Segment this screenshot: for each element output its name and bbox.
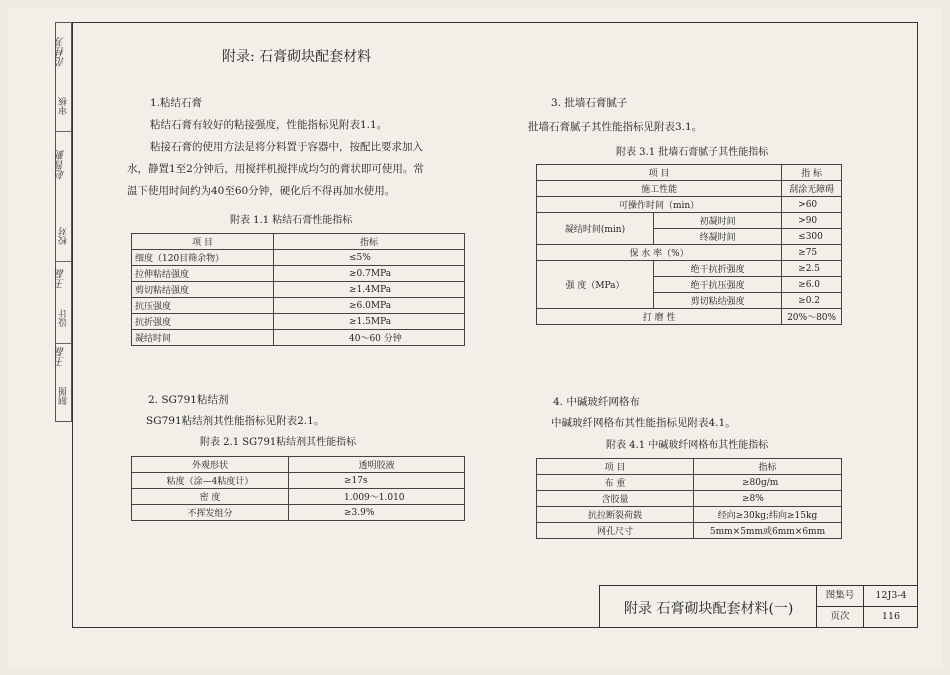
table-cell: 刮涂无障碍: [782, 181, 842, 197]
sec3-heading: 3. 批墙石膏腻子: [551, 97, 628, 109]
sec4-paragraph: 中碱玻纤网格布其性能指标见附表4.1。: [551, 417, 736, 429]
table-header-cell: 指标: [694, 459, 842, 475]
table-cell: ≥2.5: [782, 261, 842, 277]
table-4-1: [536, 458, 842, 539]
table-cell: ≥17s: [289, 473, 465, 489]
table-row: [537, 475, 842, 491]
table-cell: ≥6.0: [782, 277, 842, 293]
table-row: [132, 282, 465, 298]
table-1-1-caption: 附表 1.1 粘结石膏性能指标: [230, 215, 353, 226]
table-cell: ≥75: [782, 245, 842, 261]
title-block-grid: [816, 586, 919, 628]
sec4-heading: 4. 中碱玻纤网格布: [553, 396, 640, 408]
sidebar-label-design: 设计: [56, 293, 71, 344]
table-cell: ≥80g/m: [694, 475, 842, 491]
table-cell: ≥3.9%: [289, 505, 465, 521]
table-cell: 终凝时间: [654, 229, 782, 245]
sec1-paragraph: 水，静置1至2分钟后，用搅拌机搅拌成均匀的膏状即可使用。常: [127, 163, 424, 175]
table-header-cell: 项 目: [132, 234, 274, 250]
table-header-cell: 指标: [274, 234, 465, 250]
page-number-label: 页次: [816, 607, 863, 628]
table-cell: 拉伸粘结强度: [132, 266, 274, 282]
sec2-heading: 2. SG791粘结剂: [148, 394, 229, 406]
table-row: [132, 298, 465, 314]
table-header-row: [537, 459, 842, 475]
table-cell: 凝结时间: [132, 330, 274, 346]
table-3-1: [536, 164, 842, 325]
table-cell: 抗拉断裂荷载: [537, 507, 694, 523]
table-cell: 绝干抗折强度: [654, 261, 782, 277]
sidebar-sign-draw: 王磊: [56, 347, 67, 367]
table-cell: 经向≥30kg;纬向≥15kg: [694, 507, 842, 523]
table-cell: 剪切粘结强度: [132, 282, 274, 298]
table-row: [132, 489, 465, 505]
table-header-cell: 指 标: [782, 165, 842, 181]
table-cell: 网孔尺寸: [537, 523, 694, 539]
table-cell: 5mm×5mm或6mm×6mm: [694, 523, 842, 539]
table-cell: ≥0.2: [782, 293, 842, 309]
table-2-1-caption: 附表 2.1 SG791粘结剂其性能指标: [200, 437, 357, 448]
sec1-paragraph: 温下使用时间约为40至60分钟，硬化后不得再加水使用。: [127, 185, 396, 197]
table-2-1: [131, 456, 465, 521]
sec3-paragraph: 批墙石膏腻子其性能指标见附表3.1。: [528, 121, 703, 133]
table-cell: 含胶量: [537, 491, 694, 507]
table-cell: 粘度（涂—4粘度计）: [132, 473, 289, 489]
table-cell: >60: [782, 197, 842, 213]
table-cell: ≥0.7MPa: [274, 266, 465, 282]
table-row: [132, 266, 465, 282]
sec1-heading: 1.粘结石膏: [150, 97, 203, 109]
sidebar-sign-design: 王磊: [56, 269, 67, 289]
table-cell: 剪切粘结强度: [654, 293, 782, 309]
table-row: [132, 314, 465, 330]
table-header-cell: 项 目: [537, 459, 694, 475]
sidebar-label-draw: 制图: [59, 387, 69, 405]
title-block-main: 附录 石膏砌块配套材料(一): [624, 601, 794, 617]
table-row: [132, 250, 465, 266]
table-cell: 凝结时间(min): [537, 213, 654, 245]
table-cell: 密 度: [132, 489, 289, 505]
table-row: [132, 473, 465, 489]
table-4-1-caption: 附表 4.1 中碱玻纤网格布其性能指标: [606, 440, 769, 451]
sidebar-sign-check: 赵智勤: [56, 150, 67, 180]
table-cell: ≥1.5MPa: [274, 314, 465, 330]
table-cell: >90: [782, 213, 842, 229]
table-header-row: [132, 234, 465, 250]
table-cell: 初凝时间: [654, 213, 782, 229]
table-cell: 40～60 分钟: [274, 330, 465, 346]
table-row: [537, 261, 842, 277]
sidebar-label-review: 审核: [56, 81, 71, 132]
table-cell: 可操作时间（min）: [537, 197, 782, 213]
table-1-1: [131, 233, 465, 346]
table-header-cell: 项 目: [537, 165, 782, 181]
table-cell: 抗折强度: [132, 314, 274, 330]
table-cell: 不挥发组分: [132, 505, 289, 521]
atlas-number: 12J3-4: [863, 586, 918, 607]
table-cell: 强 度（MPa）: [537, 261, 654, 309]
table-row: [537, 491, 842, 507]
table-cell: 20%～80%: [782, 309, 842, 325]
table-cell: ≥6.0MPa: [274, 298, 465, 314]
table-cell: 细度（120目筛余物）: [132, 250, 274, 266]
table-cell: 保 水 率（%）: [537, 245, 782, 261]
table-row: [537, 213, 842, 229]
table-cell: 绝干抗压强度: [654, 277, 782, 293]
table-cell: 1.009～1.010: [289, 489, 465, 505]
table-3-1-caption: 附表 3.1 批墙石膏腻子其性能指标: [616, 147, 769, 158]
table-cell: 布 重: [537, 475, 694, 491]
table-cell: ≥8%: [694, 491, 842, 507]
table-cell: ≤5%: [274, 250, 465, 266]
table-header-row: [132, 457, 465, 473]
table-row: [132, 505, 465, 521]
table-cell: 抗压强度: [132, 298, 274, 314]
table-row: [537, 507, 842, 523]
table-header-cell: 透明胶液: [289, 457, 465, 473]
sec2-paragraph: SG791粘结剂其性能指标见附表2.1。: [146, 415, 325, 427]
sec1-paragraph: 粘接石膏的使用方法是将分料置于容器中，按配比要求加入: [150, 141, 423, 153]
signature-strip: [55, 22, 72, 422]
table-header-cell: 外观形状: [132, 457, 289, 473]
table-row: [537, 309, 842, 325]
table-row: [537, 197, 842, 213]
sidebar-sign-review: 范桂芳: [56, 37, 67, 67]
page-title: 附录: 石膏砌块配套材料: [222, 49, 372, 65]
atlas-number-label: 图集号: [816, 586, 863, 607]
table-cell: 施工性能: [537, 181, 782, 197]
sidebar-label-check: 校对: [56, 211, 71, 262]
page-number: 116: [863, 607, 918, 628]
sec1-paragraph: 粘结石膏有较好的粘接强度，性能指标见附表1.1。: [150, 119, 388, 131]
table-row: [537, 245, 842, 261]
table-cell: ≥1.4MPa: [274, 282, 465, 298]
table-row: [537, 523, 842, 539]
title-block: [599, 585, 918, 628]
table-header-row: [537, 165, 842, 181]
table-row: [537, 181, 842, 197]
table-row: [132, 330, 465, 346]
table-cell: ≤300: [782, 229, 842, 245]
table-cell: 打 磨 性: [537, 309, 782, 325]
